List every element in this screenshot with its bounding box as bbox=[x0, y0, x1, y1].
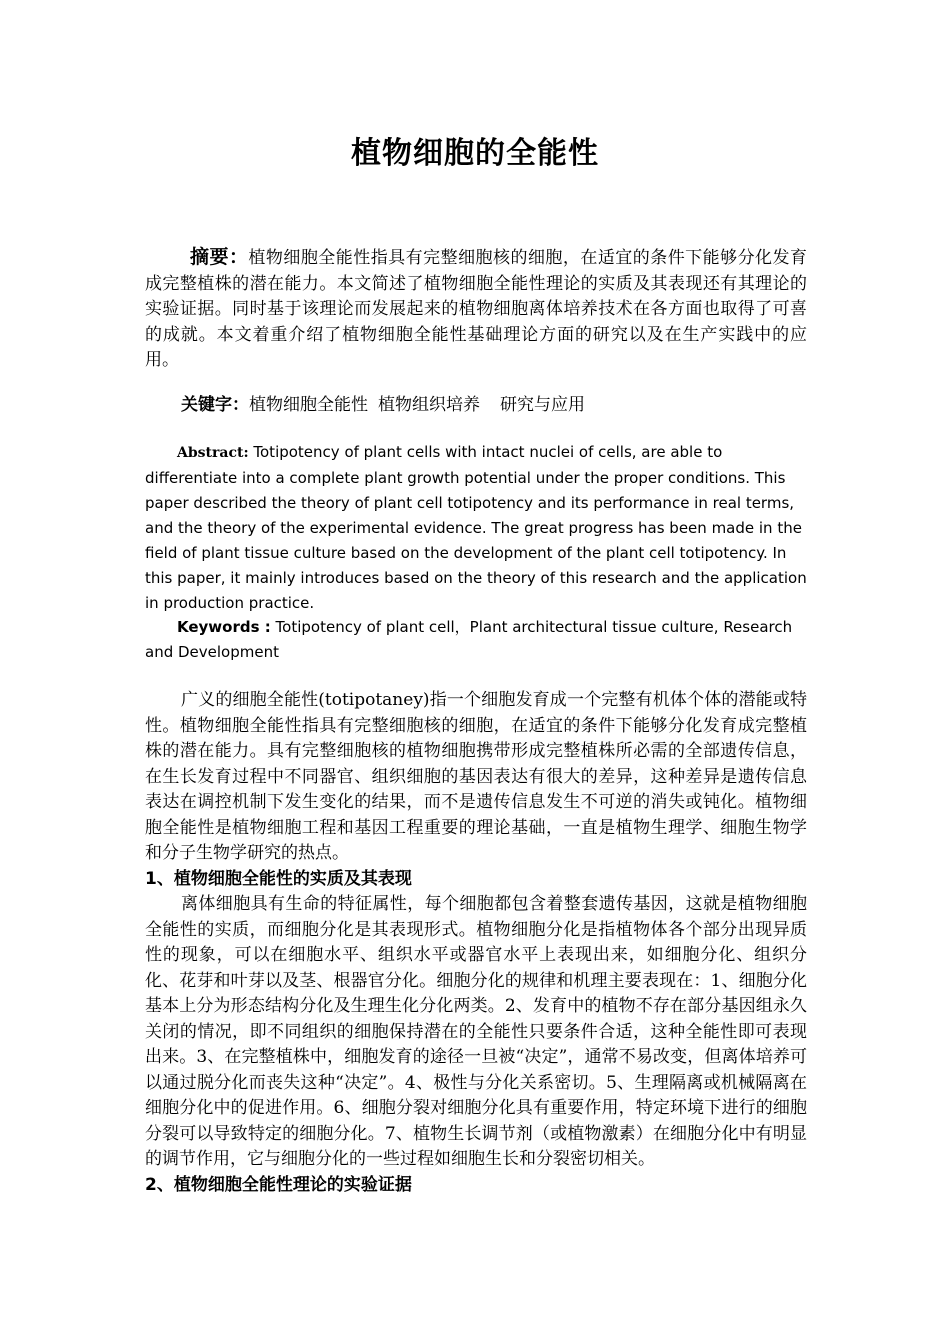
chinese-keywords bbox=[145, 393, 807, 419]
english-keywords-label: Keywords : bbox=[177, 618, 271, 636]
english-abstract-text: Totipotency of plant cells with intact nuclei of cells, are able to differentiate into a complete plant growth potential under the proper conditions. This paper described the theory of plant cell totipotency and its performance in real terms, and the theory of the experimental evidence. The great progress has been made in the field of plant tissue culture based on the development of the plant cell totipotency. In this paper, it mainly introduces based on the theory of this research and the application in production practice. bbox=[145, 443, 807, 612]
chinese-keywords-label: 关键字： bbox=[181, 395, 249, 415]
paper-title: 植物细胞的全能性 bbox=[351, 136, 599, 171]
chinese-keyword: 植物细胞全能性 bbox=[249, 395, 368, 415]
section-1-heading: 1、植物细胞全能性的实质及其表现 bbox=[145, 868, 412, 889]
chinese-keyword: 植物组织培养 bbox=[378, 395, 480, 415]
chinese-keyword: 研究与应用 bbox=[500, 395, 585, 415]
section-2-heading: 2、植物细胞全能性理论的实验证据 bbox=[145, 1174, 412, 1195]
intro-paragraph: 广义的细胞全能性(totipotaney)指一个细胞发育成一个完整有机体个体的潜能或特性。植物细胞全能性指具有完整细胞核的细胞，在适宜的条件下能够分化发育成完整植株的潜在能力。具有完整细胞核的植物细胞携带形成完整植株所必需的全部遗传信息，在生长发育过程中不同器官、组织细胞的基因表达有很大的差异，这种差异是遗传信息表达在调控机制下发生变化的结果，而不是遗传信息发生不可逆的消失或钝化。植物细胞全能性是植物细胞工程和基因工程重要的理论基础，一直是植物生理学、细胞生物学和分子生物学研究的热点。 bbox=[145, 690, 807, 863]
chinese-abstract-text: 植物细胞全能性指具有完整细胞核的细胞，在适宜的条件下能够分化发育成完整植株的潜在能力。本文简述了植物细胞全能性理论的实质及其表现还有其理论的实验证据。同时基于该理论而发展起来的植物细胞离体培养技术在各方面也取得了可喜的成就。本文着重介绍了植物细胞全能性基础理论方面的研究以及在生产实践中的应用。 bbox=[145, 248, 807, 370]
chinese-abstract bbox=[145, 245, 807, 374]
section-1-paragraph: 离体细胞具有生命的特征属性，每个细胞都包含着整套遗传基因，这就是植物细胞全能性的实质，而细胞分化是其表现形式。植物细胞分化是指植物体各个部分出现异质性的现象，可以在细胞水平、组织水平或器官水平上表现出来，如细胞分化、组织分化、花芽和叶芽以及茎、根器官分化。细胞分化的规律和机理主要表现在：1、细胞分化基本上分为形态结构分化及生理生化分化两类。2、发育中的植物不存在部分基因组永久关闭的情况，即不同组织的细胞保持潜在的全能性只要条件合适，这种全能性即可表现出来。3、在完整植株中，细胞发育的途径一旦被“决定”，通常不易改变，但离体培养可以通过脱分化而丧失这种“决定”。4、极性与分化关系密切。5、生理隔离或机械隔离在细胞分化中的促进作用。6、细胞分裂对细胞分化具有重要作用，特定环境下进行的细胞分裂可以导致特定的细胞分化。7、植物生长调节剂（或植物激素）在细胞分化中有明显的调节作用，它与细胞分化的一些过程如细胞生长和分裂密切相关。 bbox=[145, 894, 807, 1169]
english-abstract bbox=[145, 440, 807, 616]
english-keywords bbox=[145, 615, 807, 665]
body-text bbox=[145, 688, 807, 1198]
english-abstract-label: Abstract: bbox=[177, 445, 249, 461]
english-keywords-text: Totipotency of plant cell，Plant architectural tissue culture, Research and Development bbox=[145, 618, 793, 661]
chinese-abstract-label: 摘要： bbox=[190, 246, 249, 268]
